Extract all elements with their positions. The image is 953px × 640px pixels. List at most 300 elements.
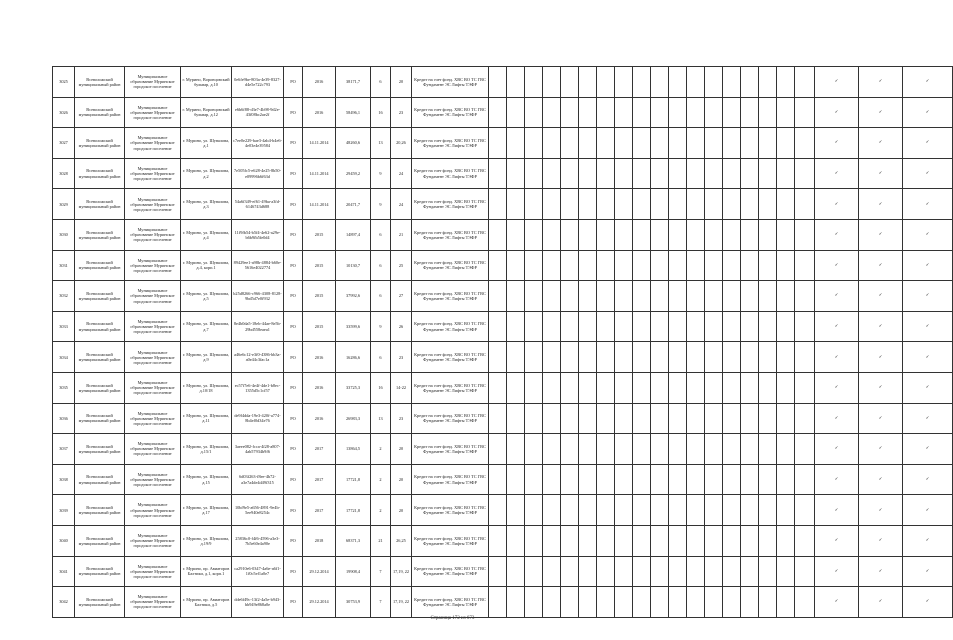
- checkmark-icon: ✓: [859, 97, 903, 128]
- floors-cell: 16: [371, 97, 391, 128]
- municipality-cell: Муниципальное образование Муринское городское поселение: [125, 67, 181, 98]
- empty-cell: [561, 281, 579, 312]
- row-number: 3036: [53, 403, 75, 434]
- empty-cell: [525, 587, 543, 618]
- empty-cell: [669, 587, 687, 618]
- empty-cell: [687, 434, 705, 465]
- empty-cell: [489, 342, 507, 373]
- municipality-cell: Муниципальное образование Муринское городское поселение: [125, 556, 181, 587]
- checkmark-icon: ✓: [815, 128, 859, 159]
- empty-cell: [759, 97, 777, 128]
- type-cell: РО: [284, 464, 303, 495]
- row-number: 3033: [53, 311, 75, 342]
- empty-cell: [633, 495, 651, 526]
- empty-cell: [543, 403, 561, 434]
- table-row: [53, 67, 953, 98]
- checkmark-icon: ✓: [815, 372, 859, 403]
- empty-cell: [507, 219, 525, 250]
- empty-cell: [687, 67, 705, 98]
- empty-cell: [777, 250, 795, 281]
- municipality-cell: Муниципальное образование Муринское городское поселение: [125, 587, 181, 618]
- checkmark-icon: ✓: [815, 464, 859, 495]
- empty-cell: [633, 219, 651, 250]
- empty-cell: [615, 128, 633, 159]
- empty-cell: [615, 158, 633, 189]
- empty-cell: [525, 556, 543, 587]
- section-cell: 17,19, 22: [391, 556, 412, 587]
- municipality-cell: Муниципальное образование Муринское городское поселение: [125, 97, 181, 128]
- empty-cell: [561, 311, 579, 342]
- empty-cell: [705, 434, 723, 465]
- empty-cell: [741, 403, 759, 434]
- empty-cell: [489, 495, 507, 526]
- type-cell: РО: [284, 495, 303, 526]
- works-list-cell: Кредит на счет фонд. ХВС ВО ТС ГВС Фундамент ЭС Лифты ТЭФР: [412, 128, 489, 159]
- empty-cell: [543, 525, 561, 556]
- empty-cell: [669, 342, 687, 373]
- checkmark-icon: ✓: [903, 67, 953, 98]
- works-list-cell: Кредит на счет фонд. ХВС ВО ТС ГВС Фундамент ЭС Лифты ТЭФР: [412, 281, 489, 312]
- empty-cell: [507, 250, 525, 281]
- type-cell: РО: [284, 587, 303, 618]
- empty-cell: [723, 587, 741, 618]
- guid-cell: 6d03f263-f8ee-4b72-a3e7a4de4d49f315: [232, 464, 284, 495]
- year-cell: 2017: [303, 495, 336, 526]
- checkmark-icon: ✓: [815, 525, 859, 556]
- empty-cell: [705, 556, 723, 587]
- empty-cell: [777, 434, 795, 465]
- empty-cell: [795, 219, 815, 250]
- checkmark-icon: ✓: [903, 587, 953, 618]
- floors-cell: 6: [371, 281, 391, 312]
- floors-cell: 2: [371, 434, 391, 465]
- empty-cell: [705, 67, 723, 98]
- district-cell: Всеволожский муниципальный район: [75, 372, 125, 403]
- year-cell: 2016: [303, 342, 336, 373]
- empty-cell: [741, 250, 759, 281]
- row-number: 3029: [53, 189, 75, 220]
- row-number: 3035: [53, 372, 75, 403]
- works-list-cell: Кредит на счет фонд. ХВС ВО ТС ГВС Фундамент ЭС Лифты ТЭФР: [412, 189, 489, 220]
- area-cell: 58496,1: [336, 97, 371, 128]
- type-cell: РО: [284, 67, 303, 98]
- empty-cell: [705, 342, 723, 373]
- checkmark-icon: ✓: [859, 495, 903, 526]
- section-cell: 25: [391, 250, 412, 281]
- empty-cell: [489, 372, 507, 403]
- checkmark-icon: ✓: [815, 556, 859, 587]
- guid-cell: 3aeee082-fcca-4f28-a807-4ab57934b9f6: [232, 434, 284, 465]
- empty-cell: [543, 128, 561, 159]
- year-cell: 2016: [303, 372, 336, 403]
- address-cell: г. Мурино, ул. Шувалова, д.4: [181, 219, 232, 250]
- area-cell: 20471,7: [336, 189, 371, 220]
- empty-cell: [561, 158, 579, 189]
- works-list-cell: Кредит на счет фонд. ХВС ВО ТС ГВС Фундамент ЭС Лифты ТЭФР: [412, 250, 489, 281]
- area-cell: 13864,5: [336, 434, 371, 465]
- floors-cell: 6: [371, 219, 391, 250]
- empty-cell: [633, 128, 651, 159]
- checkmark-icon: ✓: [859, 219, 903, 250]
- address-cell: г. Мурино, ул. Шувалова, д.17: [181, 495, 232, 526]
- guid-cell: 89429ee1-a98b-4884-b60e-5616e4022774: [232, 250, 284, 281]
- empty-cell: [597, 219, 615, 250]
- checkmark-icon: ✓: [859, 281, 903, 312]
- year-cell: 2016: [303, 403, 336, 434]
- empty-cell: [633, 342, 651, 373]
- empty-cell: [615, 219, 633, 250]
- empty-cell: [759, 525, 777, 556]
- empty-cell: [507, 67, 525, 98]
- area-cell: 30753,9: [336, 587, 371, 618]
- empty-cell: [687, 525, 705, 556]
- empty-cell: [615, 189, 633, 220]
- empty-cell: [651, 342, 669, 373]
- empty-cell: [777, 342, 795, 373]
- empty-cell: [597, 403, 615, 434]
- address-cell: г. Мурино, ул. Шувалова, д.15: [181, 464, 232, 495]
- empty-cell: [777, 556, 795, 587]
- empty-cell: [669, 250, 687, 281]
- district-cell: Всеволожский муниципальный район: [75, 464, 125, 495]
- empty-cell: [597, 67, 615, 98]
- empty-cell: [759, 67, 777, 98]
- checkmark-icon: ✓: [859, 403, 903, 434]
- table-row: [53, 97, 953, 128]
- guid-cell: 25836c0-f4f6-4596-a3e3-7b5e60e4a90e: [232, 525, 284, 556]
- area-cell: 16286,6: [336, 342, 371, 373]
- empty-cell: [525, 525, 543, 556]
- table-row: [53, 403, 953, 434]
- checkmark-icon: ✓: [815, 281, 859, 312]
- area-cell: 17721,8: [336, 495, 371, 526]
- guid-cell: ca2910e6-0347-4a6e-a6f1-1f0c5ef1a0e7: [232, 556, 284, 587]
- empty-cell: [651, 403, 669, 434]
- address-cell: г. Мурино, ул. Шувалова, д.3: [181, 189, 232, 220]
- row-number: 3038: [53, 464, 75, 495]
- empty-cell: [561, 525, 579, 556]
- section-cell: 27: [391, 281, 412, 312]
- empty-cell: [669, 525, 687, 556]
- empty-cell: [669, 464, 687, 495]
- empty-cell: [651, 281, 669, 312]
- address-cell: г. Мурино, ул. Шувалова, д.4, корп.1: [181, 250, 232, 281]
- empty-cell: [687, 464, 705, 495]
- empty-cell: [651, 434, 669, 465]
- empty-cell: [777, 372, 795, 403]
- empty-cell: [795, 189, 815, 220]
- empty-cell: [723, 342, 741, 373]
- district-cell: Всеволожский муниципальный район: [75, 434, 125, 465]
- floors-cell: 6: [371, 342, 391, 373]
- empty-cell: [579, 158, 597, 189]
- municipality-cell: Муниципальное образование Муринское городское поселение: [125, 158, 181, 189]
- empty-cell: [759, 403, 777, 434]
- empty-cell: [669, 495, 687, 526]
- empty-cell: [507, 403, 525, 434]
- type-cell: РО: [284, 189, 303, 220]
- empty-cell: [669, 67, 687, 98]
- empty-cell: [741, 189, 759, 220]
- empty-cell: [597, 281, 615, 312]
- works-list-cell: Кредит на счет фонд. ХВС ВО ТС ГВС Фундамент ЭС Лифты ТЭФР: [412, 403, 489, 434]
- empty-cell: [561, 97, 579, 128]
- empty-cell: [561, 464, 579, 495]
- row-number: 3032: [53, 281, 75, 312]
- works-list-cell: Кредит на счет фонд. ХВС ВО ТС ГВС Фундамент ЭС Лифты ТЭФР: [412, 311, 489, 342]
- empty-cell: [525, 128, 543, 159]
- row-number: 3030: [53, 219, 75, 250]
- area-cell: 19908,4: [336, 556, 371, 587]
- section-cell: 23: [391, 342, 412, 373]
- year-cell: 2017: [303, 464, 336, 495]
- empty-cell: [579, 250, 597, 281]
- empty-cell: [597, 556, 615, 587]
- checkmark-icon: ✓: [815, 434, 859, 465]
- empty-cell: [525, 464, 543, 495]
- empty-cell: [597, 464, 615, 495]
- empty-cell: [525, 97, 543, 128]
- empty-cell: [507, 128, 525, 159]
- guid-cell: de9f4dda-19e3-420f-a774-8b4ef0d34e76: [232, 403, 284, 434]
- empty-cell: [597, 97, 615, 128]
- checkmark-icon: ✓: [859, 556, 903, 587]
- checkmark-icon: ✓: [815, 158, 859, 189]
- works-list-cell: Кредит на счет фонд. ХВС ВО ТС ГВС Фундамент ЭС Лифты ТЭФР: [412, 342, 489, 373]
- empty-cell: [507, 587, 525, 618]
- empty-cell: [579, 189, 597, 220]
- year-cell: 2017: [303, 434, 336, 465]
- section-cell: 20: [391, 464, 412, 495]
- empty-cell: [777, 281, 795, 312]
- floors-cell: 2: [371, 464, 391, 495]
- district-cell: Всеволожский муниципальный район: [75, 403, 125, 434]
- table-row: [53, 587, 953, 618]
- empty-cell: [489, 556, 507, 587]
- area-cell: 38171,7: [336, 67, 371, 98]
- empty-cell: [507, 525, 525, 556]
- empty-cell: [669, 158, 687, 189]
- empty-cell: [489, 158, 507, 189]
- year-cell: 29.12.2014: [303, 556, 336, 587]
- empty-cell: [741, 495, 759, 526]
- empty-cell: [561, 189, 579, 220]
- checkmark-icon: ✓: [815, 587, 859, 618]
- district-cell: Всеволожский муниципальный район: [75, 158, 125, 189]
- address-cell: г. Мурино, пр. Авиаторов Балтики, д.1, корп.1: [181, 556, 232, 587]
- empty-cell: [705, 464, 723, 495]
- table-row: [53, 372, 953, 403]
- empty-cell: [597, 372, 615, 403]
- empty-cell: [705, 128, 723, 159]
- empty-cell: [543, 311, 561, 342]
- empty-cell: [705, 587, 723, 618]
- empty-cell: [741, 464, 759, 495]
- empty-cell: [777, 97, 795, 128]
- empty-cell: [669, 434, 687, 465]
- area-cell: 10130,7: [336, 250, 371, 281]
- empty-cell: [507, 281, 525, 312]
- type-cell: РО: [284, 434, 303, 465]
- empty-cell: [561, 403, 579, 434]
- address-cell: г. Мурино, Воронцовский бульвар, д.10: [181, 67, 232, 98]
- empty-cell: [795, 495, 815, 526]
- empty-cell: [615, 372, 633, 403]
- empty-cell: [723, 464, 741, 495]
- empty-cell: [723, 219, 741, 250]
- empty-cell: [579, 311, 597, 342]
- works-list-cell: Кредит на счет фонд. ХВС ВО ТС ГВС Фундамент ЭС Лифты ТЭФР: [412, 158, 489, 189]
- empty-cell: [525, 158, 543, 189]
- floors-cell: 2: [371, 495, 391, 526]
- empty-cell: [705, 311, 723, 342]
- type-cell: РО: [284, 158, 303, 189]
- checkmark-icon: ✓: [859, 342, 903, 373]
- empty-cell: [705, 250, 723, 281]
- table-row: [53, 311, 953, 342]
- works-list-cell: Кредит на счет фонд. ХВС ВО ТС ГВС Фундамент ЭС Лифты ТЭФР: [412, 219, 489, 250]
- checkmark-icon: ✓: [859, 434, 903, 465]
- type-cell: РО: [284, 311, 303, 342]
- empty-cell: [525, 281, 543, 312]
- address-cell: г. Мурино, Воронцовский бульвар, д.12: [181, 97, 232, 128]
- row-number: 3025: [53, 67, 75, 98]
- empty-cell: [633, 525, 651, 556]
- empty-cell: [777, 495, 795, 526]
- checkmark-icon: ✓: [859, 67, 903, 98]
- area-cell: 33725,3: [336, 372, 371, 403]
- empty-cell: [741, 158, 759, 189]
- district-cell: Всеволожский муниципальный район: [75, 525, 125, 556]
- empty-cell: [561, 250, 579, 281]
- empty-cell: [507, 97, 525, 128]
- section-cell: 20: [391, 67, 412, 98]
- row-number: 3041: [53, 556, 75, 587]
- checkmark-icon: ✓: [859, 587, 903, 618]
- year-cell: 14.11.2014: [303, 189, 336, 220]
- empty-cell: [489, 587, 507, 618]
- empty-cell: [705, 281, 723, 312]
- district-cell: Всеволожский муниципальный район: [75, 342, 125, 373]
- address-cell: г. Мурино, ул. Шувалова, д.5: [181, 281, 232, 312]
- empty-cell: [561, 342, 579, 373]
- empty-cell: [723, 189, 741, 220]
- floors-cell: 21: [371, 525, 391, 556]
- empty-cell: [777, 67, 795, 98]
- empty-cell: [759, 372, 777, 403]
- section-cell: 17,19, 22: [391, 587, 412, 618]
- row-number: 3031: [53, 250, 75, 281]
- works-list-cell: Кредит на счет фонд. ХВС ВО ТС ГВС Фундамент ЭС Лифты ТЭФР: [412, 525, 489, 556]
- section-cell: 20: [391, 495, 412, 526]
- guid-cell: 54a6f349-ef61-49ba-a3fd-6146743d688: [232, 189, 284, 220]
- checkmark-icon: ✓: [815, 97, 859, 128]
- empty-cell: [579, 403, 597, 434]
- year-cell: 2015: [303, 250, 336, 281]
- checkmark-icon: ✓: [815, 342, 859, 373]
- address-cell: г. Мурино, ул. Шувалова, д.7: [181, 311, 232, 342]
- empty-cell: [669, 128, 687, 159]
- guid-cell: 8e4b0da5-18eb-44ae-8e5b-29bd558eaea1: [232, 311, 284, 342]
- empty-cell: [597, 525, 615, 556]
- area-cell: 14897,4: [336, 219, 371, 250]
- empty-cell: [777, 525, 795, 556]
- table-row: [53, 495, 953, 526]
- empty-cell: [651, 219, 669, 250]
- works-list-cell: Кредит на счет фонд. ХВС ВО ТС ГВС Фундамент ЭС Лифты ТЭФР: [412, 434, 489, 465]
- year-cell: 14.11.2014: [303, 158, 336, 189]
- empty-cell: [669, 372, 687, 403]
- empty-cell: [525, 434, 543, 465]
- page-footer: [0, 616, 905, 621]
- empty-cell: [759, 158, 777, 189]
- floors-cell: 7: [371, 587, 391, 618]
- district-cell: Всеволожский муниципальный район: [75, 67, 125, 98]
- empty-cell: [705, 403, 723, 434]
- guid-cell: a46e6c12-e3f0-4386-bb3a-a0e44c3fac1a: [232, 342, 284, 373]
- empty-cell: [705, 372, 723, 403]
- empty-cell: [651, 128, 669, 159]
- empty-cell: [723, 97, 741, 128]
- checkmark-icon: ✓: [859, 311, 903, 342]
- row-number: 3034: [53, 342, 75, 373]
- municipality-cell: Муниципальное образование Муринское городское поселение: [125, 128, 181, 159]
- empty-cell: [705, 219, 723, 250]
- empty-cell: [525, 495, 543, 526]
- empty-cell: [687, 219, 705, 250]
- floors-cell: 7: [371, 556, 391, 587]
- empty-cell: [723, 281, 741, 312]
- empty-cell: [651, 495, 669, 526]
- empty-cell: [759, 128, 777, 159]
- empty-cell: [687, 495, 705, 526]
- district-cell: Всеволожский муниципальный район: [75, 495, 125, 526]
- checkmark-icon: ✓: [859, 464, 903, 495]
- checkmark-icon: ✓: [903, 342, 953, 373]
- empty-cell: [633, 587, 651, 618]
- empty-cell: [507, 464, 525, 495]
- empty-cell: [669, 403, 687, 434]
- empty-cell: [579, 525, 597, 556]
- checkmark-icon: ✓: [903, 189, 953, 220]
- empty-cell: [615, 342, 633, 373]
- type-cell: РО: [284, 342, 303, 373]
- empty-cell: [777, 403, 795, 434]
- empty-cell: [615, 281, 633, 312]
- address-cell: г. Мурино, ул. Шувалова, д.15/1: [181, 434, 232, 465]
- empty-cell: [777, 219, 795, 250]
- empty-cell: [561, 372, 579, 403]
- empty-cell: [741, 587, 759, 618]
- checkmark-icon: ✓: [815, 67, 859, 98]
- year-cell: 2015: [303, 281, 336, 312]
- empty-cell: [633, 403, 651, 434]
- empty-cell: [795, 403, 815, 434]
- table-row: [53, 525, 953, 556]
- guid-cell: 7e505fc5-e628-4e25-8b50-e09996b6f63d: [232, 158, 284, 189]
- empty-cell: [489, 128, 507, 159]
- empty-cell: [723, 67, 741, 98]
- empty-cell: [795, 525, 815, 556]
- checkmark-icon: ✓: [903, 372, 953, 403]
- empty-cell: [705, 97, 723, 128]
- empty-cell: [507, 434, 525, 465]
- checkmark-icon: ✓: [859, 128, 903, 159]
- page-number: Страница 172 из 673: [430, 616, 475, 621]
- empty-cell: [651, 372, 669, 403]
- district-cell: Всеволожский муниципальный район: [75, 587, 125, 618]
- checkmark-icon: ✓: [903, 525, 953, 556]
